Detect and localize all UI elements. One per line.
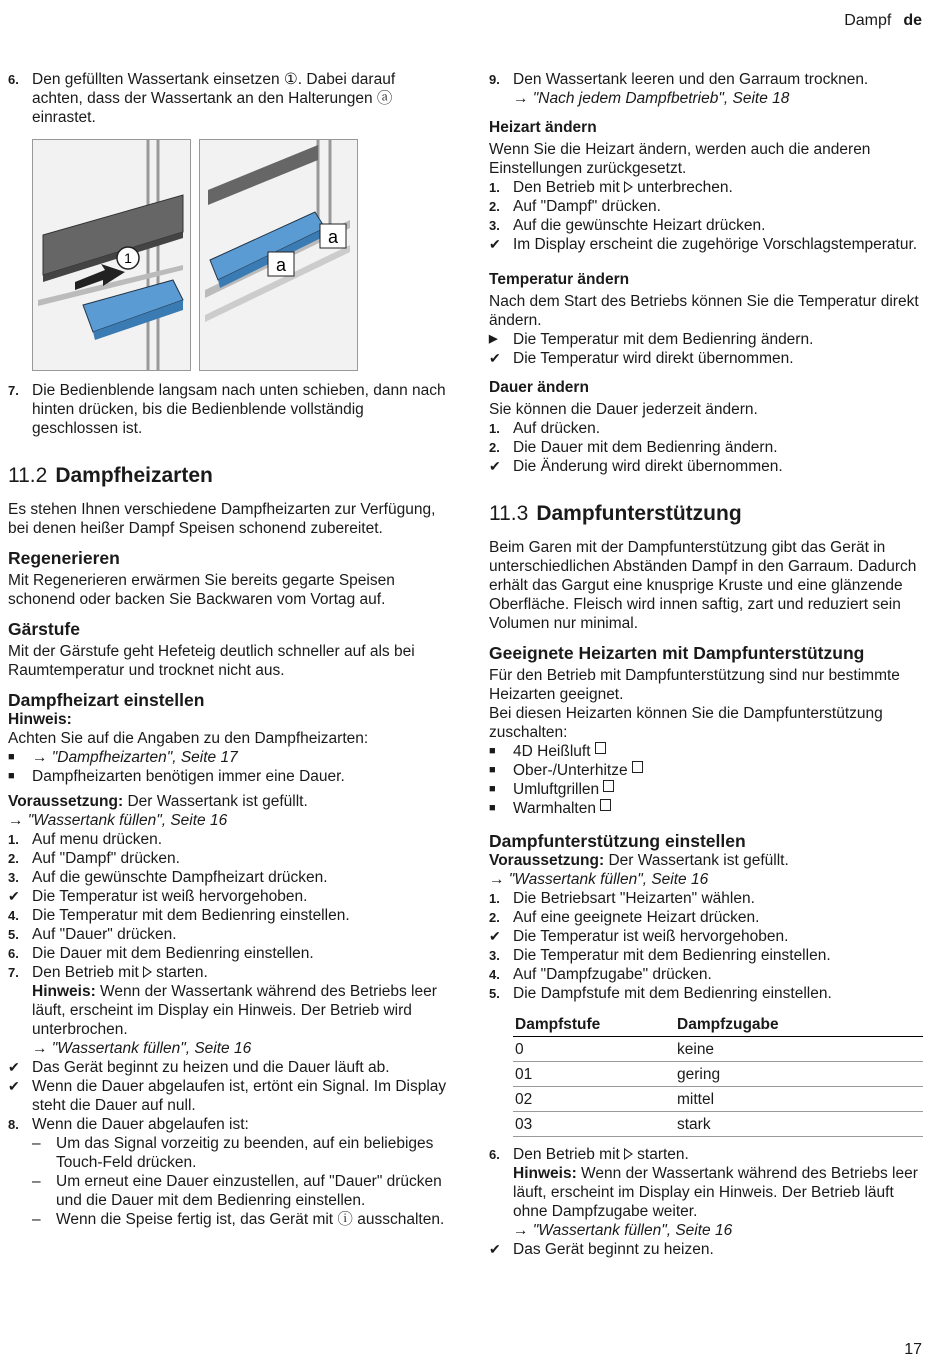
step-item bbox=[489, 908, 925, 927]
text-gaerstufe: Mit der Gärstufe geht Hefeteig deutlich schneller auf als bei Raumtemperatur und trocknet nicht aus. bbox=[8, 643, 415, 679]
check-icon: ✔ bbox=[489, 350, 501, 366]
step-text: Auf "Dampf" drücken. bbox=[32, 850, 180, 867]
fan-grill-icon bbox=[603, 780, 614, 792]
table-cell: 02 bbox=[513, 1087, 675, 1112]
right-column: 9. Den Wassertank leeren und den Garraum trocknen. → "Nach jedem Dampfbetrieb", Seite 18 Heizart ändern Wenn Sie die Heizart ändern, werden auch die anderen Einstellungen zurückgesetzt. 1. Den Betrieb mit unterbrechen. 2. Auf "Dampf" drücken. 3. Auf die gewünschte Heizart drücken. ✔ Im Display erscheint die zugehörige Vorschlagstemperatur. Temperatur ändern Nach dem Start des Betriebs können Sie die Temperatur direkt ändern. ▶ Die Temperatur mit dem Bedienring ändern. ✔ Die Temperatur wird direkt übernommen. Dauer ändern Sie können die Dauer jederzeit ändern. 1. Auf drücken. 2. Die Dauer mit dem Bedienring ändern. ✔ Die Änderung wird direkt übernommen. 11.3 Dampfunterstützung Beim Garen mit der Dampfunterstützung gibt das Gerät in unterschiedlichen Abständen Dampf in den Garraum. Dadurch erhält das Gargut eine knusprige Kruste und eine glänzende Oberfläche. Fleisch wird innen saftig, zart und reduziert sein Volumen nur minimal. Geeignete Heizarten mit Dampfunterstützung Für den Betrieb mit Dampfunterstützung sind nur bestimmte Heizarten geeignet. Bei diesen Heizarten können Sie die Dampfunterstützung zuschalten: ■ 4D Heißluft ■ Ober-/Unterhitze ■ Umluftgrillen ■ Warmhalten Dampfunterstützung einstellen Voraussetzung: Der Wassertank ist gefüllt. → "Wassertank füllen", Seite 16 1. Die Betriebsart "Heizarten" wählen. 2. Auf eine geeignete Heizart drücken. ✔ Die Temperatur ist weiß hervorgehoben. 3. Die Temperatur mit dem Bedienring einstellen. 4. Auf "Dampfzugabe" drücken. 5. Die Dampfstufe mit dem Bedienring einstellen. Dampfstufe Dampfzugabe 0 keine 01 gering 02 mittel 03 stark 6. Den Betrieb mit starten. Hinweis: Wenn der Wassertank während des Betriebs leer läuft, erscheint im Display ein Hinweis. Der Betrieb läuft ohne Dampfzugabe weiter. → "Wassertank füllen", Seite 16 ✔ Das Gerät beginnt zu heizen. bbox=[489, 70, 925, 1259]
section-intro: Es stehen Ihnen verschiedene Dampfheizarten zur Verfügung, bei denen heißer Dampf Speisen schonend zubereitet. bbox=[8, 501, 436, 537]
figure-callout-a-bottom: a bbox=[275, 255, 287, 275]
step-text: Die Temperatur mit dem Bedienring einstellen. bbox=[32, 907, 350, 924]
step-item bbox=[8, 944, 448, 963]
dash-item: – Um das Signal vorzeitig zu beenden, auf ein beliebiges Touch-Feld drücken. bbox=[32, 1134, 448, 1172]
step-item bbox=[489, 927, 925, 946]
step-number: 3. bbox=[8, 870, 19, 885]
step-item bbox=[8, 849, 448, 868]
step-text: Die Dauer mit dem Bedienring einstellen. bbox=[32, 945, 314, 962]
start-icon bbox=[624, 1148, 633, 1160]
step-item bbox=[8, 925, 448, 944]
step-number: 1. bbox=[8, 832, 19, 847]
section-heading-dampfunterstuetzung: 11.3 Dampfunterstützung bbox=[489, 502, 742, 525]
step-number: 1. bbox=[489, 891, 500, 906]
heating-mode-item: ■ 4D Heißluft bbox=[489, 742, 925, 761]
check-icon: ✔ bbox=[8, 1059, 20, 1075]
link-nach-dampfbetrieb[interactable]: → "Nach jedem Dampfbetrieb", Seite 18 bbox=[513, 90, 790, 107]
figure-row bbox=[32, 139, 448, 371]
figure-insert-tank bbox=[32, 139, 191, 371]
step-number: 4. bbox=[8, 908, 19, 923]
requirement: Voraussetzung: Der Wassertank ist gefüllt. bbox=[8, 793, 308, 810]
heading-dampfheizart-einstellen: Dampfheizart einstellen bbox=[8, 690, 205, 710]
page-number: 17 bbox=[904, 1341, 922, 1358]
header-lang: de bbox=[903, 12, 922, 29]
table-row bbox=[513, 1062, 923, 1087]
check-icon: ✔ bbox=[489, 458, 501, 474]
heating-mode-item: ■ Umluftgrillen bbox=[489, 780, 925, 799]
note-text: Achten Sie auf die Angaben zu den Dampfheizarten: bbox=[8, 730, 369, 747]
heading-dampfunterstuetzung-einstellen: Dampfunterstützung einstellen bbox=[489, 831, 746, 851]
step-text: Die Temperatur ist weiß hervorgehoben. bbox=[513, 928, 789, 945]
text-regenerieren: Mit Regenerieren erwärmen Sie bereits gegarte Speisen schonend oder backen Sie Backwaren vom Vortag auf. bbox=[8, 572, 395, 608]
top-bottom-heat-icon bbox=[632, 761, 643, 773]
note-label: Hinweis: bbox=[8, 711, 72, 728]
heading-dauer-aendern: Dauer ändern bbox=[489, 379, 589, 396]
dash-list bbox=[8, 1134, 448, 1229]
step-text: Die Temperatur ist weiß hervorgehoben. bbox=[32, 888, 308, 905]
arrow-bullet-icon: ▶ bbox=[489, 333, 498, 345]
start-icon bbox=[143, 966, 152, 978]
step-number: 5. bbox=[8, 927, 19, 942]
step-item bbox=[8, 830, 448, 849]
check-icon: ✔ bbox=[489, 928, 501, 944]
step-text: Auf die gewünschte Dampfheizart drücken. bbox=[32, 869, 328, 886]
left-column: 6. Den gefüllten Wassertank einsetzen ①. Dabei darauf achten, dass der Wassertank an den Halterungen ⓐ einrastet. 1 a a 7. Die Bedienblende langsam nach unten schieben, dann nach hinten drücken, bis die Bedienblende vollständig geschlossen ist. 11.2 Dampfheizarten Es stehen Ihnen verschiedene Dampfheizarten zur Verfügung, bei denen heißer Dampf Speisen schonend zubereitet. Regenerieren Mit Regenerieren erwärmen Sie bereits gegarte Speisen schonend oder backen Sie Backwaren vom Vortag auf. Gärstufe Mit der Gärstufe geht Hefeteig deutlich schneller auf als bei Raumtemperatur und trocknet nicht aus. Dampfheizart einstellen Hinweis: Achten Sie auf die Angaben zu den Dampfheizarten: ■ → "Dampfheizarten", Seite 17 ■ Dampfheizarten benötigen immer eine Dauer. Voraussetzung: Der Wassertank ist gefüllt. → "Wassertank füllen", Seite 16 1. Auf menu drücken. 2. Auf "Dampf" drücken. 3. Auf die gewünschte Dampfheizart drücken. ✔ Die Temperatur ist weiß hervorgehoben. 4. Die Temperatur mit dem Bedienring einstellen. 5. Auf "Dauer" drücken. 6. Die Dauer mit dem Bedienring einstellen. 7. Den Betrieb mit starten. Hinweis: Wenn der Wassertank während des Betriebs leer läuft, erscheint im Display ein Hinweis. Der Betrieb wird unterbrochen. → "Wassertank füllen", Seite 16 ✔ Das Gerät beginnt zu heizen und die Dauer läuft ab. ✔ Wenn die Dauer abgelaufen ist, ertönt ein Signal. Im Display steht die Dauer auf null. 8. Wenn die Dauer abgelaufen ist: – Um das Signal vorzeitig zu beenden, auf ein beliebiges Touch-Feld drücken. – Um erneut eine Dauer einzustellen, auf "Dauer" drücken und die Dauer mit dem Bedienring einstellen. – Wenn die Speise fertig ist, das Gerät mit ⓘ ausschalten. bbox=[8, 71, 447, 1228]
page-header bbox=[844, 11, 922, 30]
table-row bbox=[513, 1087, 923, 1112]
note-tank-empty: Hinweis: Wenn der Wassertank während des Betriebs leer läuft, erscheint im Display ein Hinweis. Der Betrieb wird unterbrochen. bbox=[32, 983, 437, 1038]
step-text: Die Dampfstufe mit dem Bedienring einstellen. bbox=[513, 985, 832, 1002]
dash-text: Wenn die Speise fertig ist, das Gerät mit ⓘ ausschalten. bbox=[56, 1211, 445, 1228]
step-item bbox=[489, 889, 925, 908]
step-number: 3. bbox=[489, 948, 500, 963]
heating-mode-label: Warmhalten bbox=[513, 800, 596, 817]
table-cell: 0 bbox=[513, 1037, 675, 1062]
table-cell: gering bbox=[675, 1062, 923, 1087]
link-dampfheizarten[interactable]: → "Dampfheizarten", Seite 17 bbox=[32, 749, 238, 766]
step-text: Auf eine geeignete Heizart drücken. bbox=[513, 909, 760, 926]
step-insert-tank: 6. Den gefüllten Wassertank einsetzen ①. Dabei darauf achten, dass der Wassertank an den Halterungen ⓐ einrastet. bbox=[8, 71, 396, 126]
step-number: 2. bbox=[8, 851, 19, 866]
link-wassertank-fuellen[interactable]: → "Wassertank füllen", Seite 16 bbox=[8, 812, 228, 829]
table-cell: mittel bbox=[675, 1087, 923, 1112]
link-wassertank-fuellen-4[interactable]: → "Wassertank füllen", Seite 16 bbox=[513, 1222, 733, 1239]
table-row bbox=[513, 1112, 923, 1137]
step-text: Die Temperatur mit dem Bedienring einstellen. bbox=[513, 947, 831, 964]
steps-list bbox=[8, 830, 448, 963]
step-number: 4. bbox=[489, 967, 500, 982]
dash-text: Um erneut eine Dauer einzustellen, auf "Dauer" drücken und die Dauer mit dem Bedienring einstellen. bbox=[56, 1173, 442, 1209]
heading-gaerstufe: Gärstufe bbox=[8, 619, 80, 639]
header-section: Dampf bbox=[844, 12, 892, 29]
table-header: Dampfstufe bbox=[513, 1011, 675, 1037]
step-text: Auf menu drücken. bbox=[32, 831, 163, 848]
steam-level-table bbox=[513, 1011, 923, 1137]
heating-mode-item: ■ Ober-/Unterhitze bbox=[489, 761, 925, 780]
dash-text: Um das Signal vorzeitig zu beenden, auf ein beliebiges Touch-Feld drücken. bbox=[56, 1135, 434, 1171]
step-close-panel: 7. Die Bedienblende langsam nach unten schieben, dann nach hinten drücken, bis die Bedienblende vollständig geschlossen ist. bbox=[8, 382, 446, 437]
note-tank-empty: Hinweis: Wenn der Wassertank während des Betriebs leer läuft, erscheint im Display ein Hinweis. Der Betrieb läuft ohne Dampfzugabe weiter. bbox=[513, 1165, 918, 1220]
table-cell: 01 bbox=[513, 1062, 675, 1087]
heating-modes-list bbox=[489, 742, 925, 818]
check-icon: ✔ bbox=[8, 888, 20, 904]
keep-warm-icon bbox=[600, 799, 611, 811]
table-cell: 03 bbox=[513, 1112, 675, 1137]
bullet-duration: Dampfheizarten benötigen immer eine Dauer. bbox=[32, 768, 345, 785]
step-item bbox=[489, 946, 925, 965]
heading-geeignete-heizarten: Geeignete Heizarten mit Dampfunterstützung bbox=[489, 643, 865, 663]
table-cell: stark bbox=[675, 1112, 923, 1137]
step-item bbox=[489, 965, 925, 984]
step-number: 5. bbox=[489, 986, 500, 1001]
step-item bbox=[489, 984, 925, 1003]
heating-mode-label: Umluftgrillen bbox=[513, 781, 600, 798]
step-text: Auf "Dauer" drücken. bbox=[32, 926, 177, 943]
dash-item: – Wenn die Speise fertig ist, das Gerät mit ⓘ ausschalten. bbox=[32, 1211, 445, 1228]
figure-callout-1: 1 bbox=[124, 250, 132, 266]
heating-mode-label: Ober-/Unterhitze bbox=[513, 762, 628, 779]
table-row bbox=[513, 1037, 923, 1062]
start-icon bbox=[624, 181, 633, 193]
figure-tank-holders bbox=[199, 139, 358, 371]
step-text: Auf "Dampfzugabe" drücken. bbox=[513, 966, 712, 983]
heading-temperatur-aendern: Temperatur ändern bbox=[489, 271, 630, 288]
dash-item: – Um erneut eine Dauer einzustellen, auf "Dauer" drücken und die Dauer mit dem Bedienring einstellen. bbox=[32, 1172, 448, 1210]
heading-heizart-aendern: Heizart ändern bbox=[489, 119, 597, 136]
section-heading-dampfheizarten: 11.2 Dampfheizarten bbox=[8, 464, 213, 487]
step-text: Die Betriebsart "Heizarten" wählen. bbox=[513, 890, 755, 907]
heating-mode-item: ■ Warmhalten bbox=[489, 799, 925, 818]
figure-callout-a-top: a bbox=[327, 227, 339, 247]
step-number: 2. bbox=[489, 910, 500, 925]
step-item bbox=[8, 906, 448, 925]
step-item bbox=[8, 887, 448, 906]
requirement: Voraussetzung: Der Wassertank ist gefüllt. bbox=[489, 852, 789, 869]
table-cell: keine bbox=[675, 1037, 923, 1062]
check-icon: ✔ bbox=[8, 1078, 20, 1094]
heating-mode-label: 4D Heißluft bbox=[513, 743, 591, 760]
step-item bbox=[8, 868, 448, 887]
link-wassertank-fuellen-3[interactable]: → "Wassertank füllen", Seite 16 bbox=[489, 871, 709, 888]
steps-list bbox=[489, 889, 925, 1003]
table-header: Dampfzugabe bbox=[675, 1011, 923, 1037]
step-number: 6. bbox=[8, 946, 19, 961]
check-icon: ✔ bbox=[489, 1241, 501, 1257]
4d-hot-air-icon bbox=[595, 742, 606, 754]
step-start: 7. Den Betrieb mit starten. bbox=[8, 964, 208, 981]
check-icon: ✔ bbox=[489, 236, 501, 252]
link-wassertank-fuellen-2[interactable]: → "Wassertank füllen", Seite 16 bbox=[32, 1040, 252, 1057]
heading-regenerieren: Regenerieren bbox=[8, 548, 120, 568]
